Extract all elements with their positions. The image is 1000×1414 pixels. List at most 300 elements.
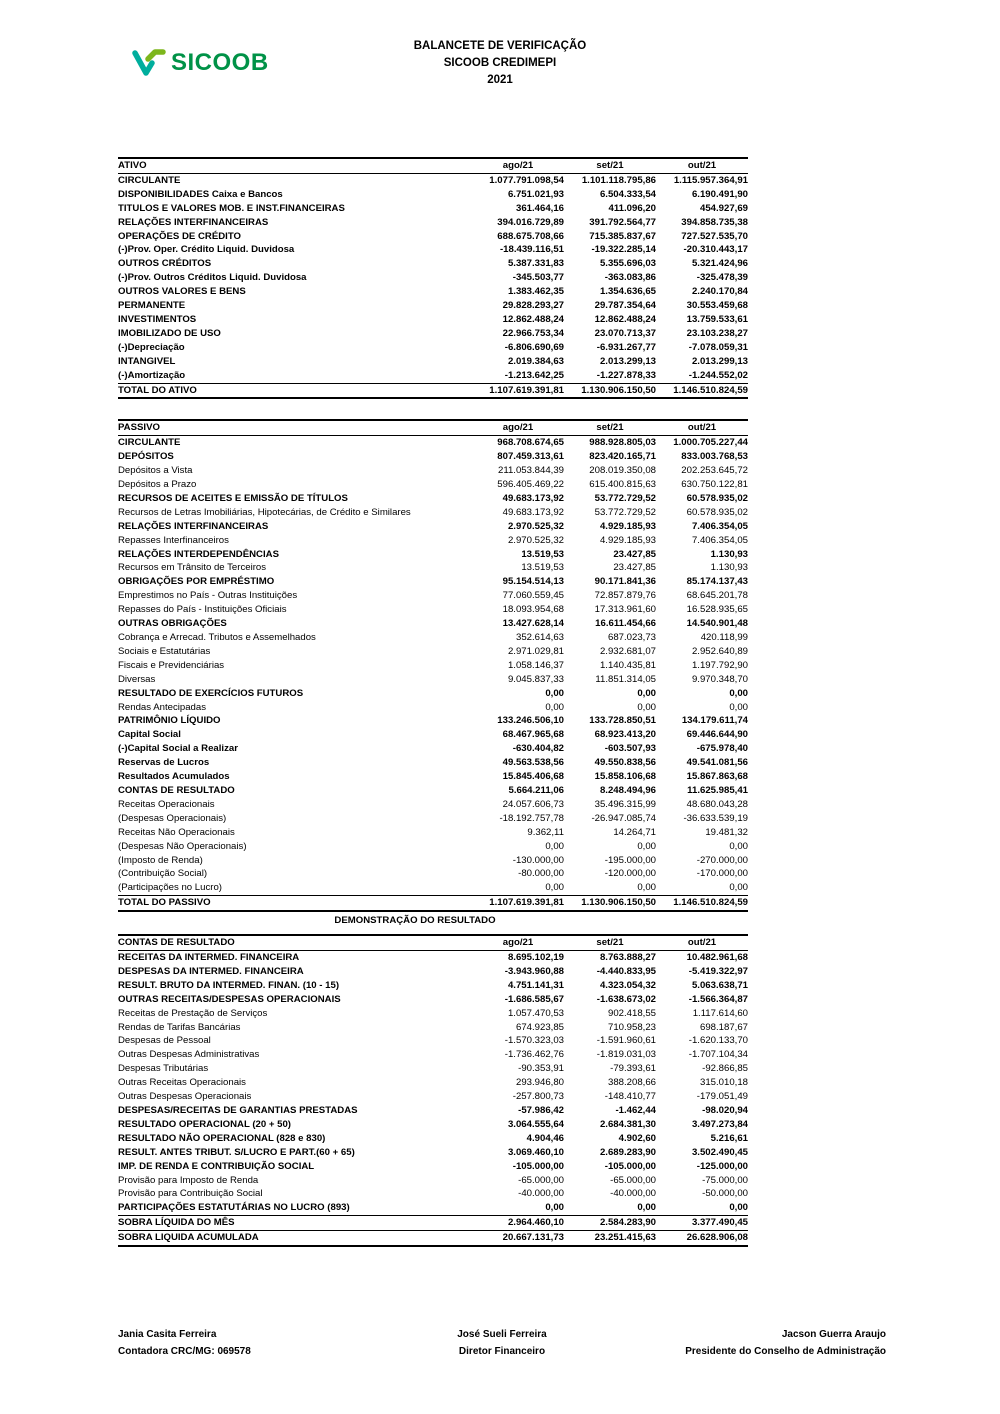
row-value: -20.310.443,17 bbox=[683, 244, 748, 256]
row-value: 0,00 bbox=[637, 882, 656, 894]
signature-board-president bbox=[630, 1326, 886, 1360]
table-header-row bbox=[118, 420, 748, 435]
table-row bbox=[118, 243, 748, 257]
row-value: -1.213.642,25 bbox=[504, 369, 564, 381]
row-value: 1.057.470,53 bbox=[507, 1007, 564, 1019]
row-value: 1.146.510.824,59 bbox=[656, 896, 748, 911]
row-value: 77.060.559,45 bbox=[502, 590, 564, 602]
column-header: out/21 bbox=[656, 158, 748, 173]
row-value: 1.058.146,37 bbox=[507, 659, 564, 671]
table-header-row bbox=[118, 158, 748, 173]
row-value: 0,00 bbox=[729, 882, 748, 894]
row-label: RECEITAS DA INTERMED. FINANCEIRA bbox=[118, 952, 300, 964]
report-content bbox=[118, 157, 748, 1247]
row-label: Repasses do País - Instituições Oficiais bbox=[118, 604, 287, 616]
row-value: 0,00 bbox=[637, 701, 656, 713]
column-header: set/21 bbox=[564, 158, 656, 173]
row-value: 630.750.122,81 bbox=[681, 479, 748, 491]
row-value: 1.146.510.824,59 bbox=[656, 383, 748, 398]
row-value: 95.154.514,13 bbox=[502, 576, 564, 588]
row-value: -1.638.673,02 bbox=[596, 993, 656, 1005]
row-value: 133.246.506,10 bbox=[497, 715, 564, 727]
row-value: 3.069.460,10 bbox=[507, 1146, 564, 1158]
row-value: 2.964.460,10 bbox=[472, 1216, 564, 1231]
table-row bbox=[118, 464, 748, 478]
row-value: 15.867.863,68 bbox=[686, 771, 748, 783]
row-value: 134.179.611,74 bbox=[681, 715, 748, 727]
row-value: 14.540.901,48 bbox=[686, 618, 748, 630]
row-value: -1.707.104,34 bbox=[688, 1049, 748, 1061]
table-row bbox=[118, 561, 748, 575]
signatory-name: José Sueli Ferreira bbox=[457, 1329, 547, 1340]
row-value: 14.264,71 bbox=[613, 826, 656, 838]
row-value: 0,00 bbox=[545, 687, 564, 699]
row-label: Depósitos a Prazo bbox=[118, 479, 197, 491]
table-row bbox=[118, 756, 748, 770]
table-row bbox=[118, 1132, 748, 1146]
row-label: PATRIMÔNIO LÍQUIDO bbox=[118, 715, 221, 727]
row-value: 674.923,85 bbox=[515, 1021, 564, 1033]
table-row bbox=[118, 230, 748, 244]
row-value: -1.819.031,03 bbox=[596, 1049, 656, 1061]
table-row bbox=[118, 617, 748, 631]
table-row bbox=[118, 1062, 748, 1076]
row-label: (Despesas Operacionais) bbox=[118, 812, 227, 824]
table-row bbox=[118, 1216, 748, 1231]
row-label: OBRIGAÇÕES POR EMPRÉSTIMO bbox=[118, 576, 275, 588]
row-label: Sociais e Estatutárias bbox=[118, 645, 211, 657]
row-label: SOBRA LÍQUIDA DO MÊS bbox=[118, 1216, 472, 1231]
row-value: 2.019.384,63 bbox=[507, 355, 564, 367]
row-value: -675.978,40 bbox=[696, 743, 748, 755]
row-value: 13.519,53 bbox=[521, 562, 564, 574]
row-value: 394.858.735,38 bbox=[681, 216, 748, 228]
table-row bbox=[118, 673, 748, 687]
column-header: ago/21 bbox=[472, 420, 564, 435]
row-value: 411.096,20 bbox=[608, 202, 656, 214]
row-value: 5.387.331,83 bbox=[507, 258, 564, 270]
table-row bbox=[118, 173, 748, 187]
table-row bbox=[118, 450, 748, 464]
row-value: 2.689.283,90 bbox=[599, 1146, 656, 1158]
row-value: 8.248.494,96 bbox=[599, 784, 656, 796]
table-row bbox=[118, 478, 748, 492]
row-label: OUTRAS RECEITAS/DESPESAS OPERACIONAIS bbox=[118, 993, 341, 1005]
row-label: Reservas de Lucros bbox=[118, 757, 210, 769]
column-header: set/21 bbox=[564, 420, 656, 435]
column-header: set/21 bbox=[564, 935, 656, 950]
row-value: 596.405.469,22 bbox=[497, 479, 564, 491]
row-value: 26.628.906,08 bbox=[656, 1231, 748, 1246]
row-label: Rendas de Tarifas Bancárias bbox=[118, 1021, 241, 1033]
row-value: 23.427,85 bbox=[613, 548, 656, 560]
row-label: RESULTADO OPERACIONAL (20 + 50) bbox=[118, 1118, 291, 1130]
row-label: Receitas Operacionais bbox=[118, 798, 215, 810]
row-label: DESPESAS/RECEITAS DE GARANTIAS PRESTADAS bbox=[118, 1105, 358, 1116]
row-label: OUTRAS OBRIGAÇÕES bbox=[118, 618, 227, 630]
row-label: IMP. DE RENDA E CONTRIBUIÇÃO SOCIAL bbox=[118, 1160, 315, 1172]
row-label: Provisão para Imposto de Renda bbox=[118, 1174, 259, 1186]
table-row bbox=[118, 216, 748, 230]
row-value: -75.000,00 bbox=[702, 1174, 748, 1186]
row-value: 615.400.815,63 bbox=[589, 479, 656, 491]
table-row bbox=[118, 1034, 748, 1048]
row-value: 1.101.118.795,86 bbox=[581, 174, 656, 186]
table-row bbox=[118, 369, 748, 383]
table-row bbox=[118, 812, 748, 826]
row-value: 5.321.424,96 bbox=[691, 258, 748, 270]
row-value: -630.404,82 bbox=[512, 743, 564, 755]
row-value: 0,00 bbox=[637, 1202, 656, 1214]
column-header: out/21 bbox=[656, 935, 748, 950]
dre-table bbox=[118, 934, 748, 1247]
row-value: 1.354.636,65 bbox=[599, 286, 656, 298]
row-value: 30.553.459,68 bbox=[686, 300, 748, 312]
row-value: 3.377.490,45 bbox=[656, 1216, 748, 1231]
row-value: 53.772.729,52 bbox=[594, 492, 656, 504]
row-value: 60.578.935,02 bbox=[686, 506, 748, 518]
row-value: -1.570.323,03 bbox=[504, 1035, 564, 1047]
row-value: 133.728.850,51 bbox=[589, 715, 656, 727]
document-subtitle: SICOOB CREDIMEPI bbox=[443, 57, 557, 69]
table-header-row bbox=[118, 935, 748, 950]
row-value: -50.000,00 bbox=[702, 1188, 748, 1200]
row-label: RELAÇÕES INTERFINANCEIRAS bbox=[118, 216, 269, 228]
row-value: 352.614,63 bbox=[515, 632, 564, 643]
row-value: -92.866,85 bbox=[702, 1063, 748, 1075]
table-row bbox=[118, 520, 748, 534]
row-value: -6.931.267,77 bbox=[596, 341, 656, 353]
row-value: 1.000.705.227,44 bbox=[673, 437, 748, 449]
row-label: Repasses Interfinanceiros bbox=[118, 534, 229, 546]
table-row bbox=[118, 299, 748, 313]
row-value: 13.519,53 bbox=[521, 548, 564, 560]
row-label: DISPONIBILIDADES Caixa e Bancos bbox=[118, 188, 283, 200]
row-label: OPERAÇÕES DE CRÉDITO bbox=[118, 230, 241, 242]
row-value: 2.584.283,90 bbox=[564, 1216, 656, 1231]
row-value: 5.216,61 bbox=[710, 1132, 748, 1144]
row-label: Despesas Tributárias bbox=[118, 1063, 209, 1075]
row-value: 29.828.293,27 bbox=[502, 300, 564, 312]
row-label: Recursos em Trânsito de Terceiros bbox=[118, 562, 267, 574]
table-row bbox=[118, 867, 748, 881]
row-value: 20.667.131,73 bbox=[472, 1231, 564, 1246]
row-label: OUTROS CRÉDITOS bbox=[118, 258, 212, 270]
row-value: 60.578.935,02 bbox=[686, 492, 748, 504]
row-label: RELAÇÕES INTERDEPENDÊNCIAS bbox=[118, 548, 279, 560]
row-value: 0,00 bbox=[729, 1202, 748, 1214]
row-label: (-)Prov. Outros Créditos Liquid. Duvidosa bbox=[118, 272, 307, 284]
row-value: 6.751.021,93 bbox=[507, 188, 564, 200]
table-row bbox=[118, 1076, 748, 1090]
row-value: 6.504.333,54 bbox=[599, 188, 656, 200]
row-value: 202.253.645,72 bbox=[681, 465, 748, 477]
row-label: DEPÓSITOS bbox=[118, 451, 174, 463]
row-value: -170.000,00 bbox=[696, 868, 748, 880]
row-value: 4.904,46 bbox=[526, 1132, 564, 1144]
table-row bbox=[118, 575, 748, 589]
row-value: 19.481,32 bbox=[705, 826, 748, 838]
row-label: (Imposto de Renda) bbox=[118, 854, 203, 866]
row-value: -1.620.133,70 bbox=[688, 1035, 748, 1047]
row-label: Outras Receitas Operacionais bbox=[118, 1077, 246, 1089]
table-row bbox=[118, 355, 748, 369]
table-row bbox=[118, 1021, 748, 1035]
row-value: 68.923.413,20 bbox=[594, 729, 656, 741]
row-value: 1.130,93 bbox=[710, 548, 748, 560]
table-row bbox=[118, 1174, 748, 1188]
row-value: -90.353,91 bbox=[518, 1063, 564, 1075]
row-label: CIRCULANTE bbox=[118, 174, 181, 186]
sicoob-logo-text: SICOOB bbox=[171, 49, 269, 76]
table-row bbox=[118, 896, 748, 911]
row-value: 391.792.564,77 bbox=[589, 216, 656, 228]
row-value: -345.503,77 bbox=[512, 272, 564, 284]
row-value: 1.197.792,90 bbox=[691, 659, 748, 671]
row-value: 22.966.753,34 bbox=[502, 327, 564, 339]
row-value: 9.970.348,70 bbox=[691, 673, 748, 685]
row-value: -80.000,00 bbox=[518, 868, 564, 880]
row-value: 2.013.299,13 bbox=[599, 355, 656, 367]
row-value: 24.057.606,73 bbox=[502, 798, 564, 810]
table-row bbox=[118, 1104, 748, 1118]
row-value: 1.117.614,60 bbox=[692, 1007, 748, 1019]
row-value: -125.000,00 bbox=[696, 1160, 748, 1172]
row-value: 208.019.350,08 bbox=[589, 465, 656, 477]
row-value: 4.929.185,93 bbox=[599, 520, 656, 532]
row-value: 968.708.674,65 bbox=[497, 437, 564, 449]
row-value: 293.946,80 bbox=[515, 1077, 564, 1089]
row-value: 23.251.415,63 bbox=[564, 1231, 656, 1246]
row-value: 698.187,67 bbox=[699, 1021, 748, 1033]
row-value: 12.862.488,24 bbox=[594, 313, 656, 325]
table-row bbox=[118, 492, 748, 506]
row-label: TOTAL DO PASSIVO bbox=[118, 896, 472, 911]
row-label: PARTICIPAÇÕES ESTATUTÁRIAS NO LUCRO (893) bbox=[118, 1202, 350, 1214]
table-row bbox=[118, 659, 748, 673]
row-value: -6.806.690,69 bbox=[504, 341, 564, 353]
row-value: -7.078.059,31 bbox=[688, 341, 748, 353]
row-value: 49.683.173,92 bbox=[502, 492, 564, 504]
row-value: 1.140.435,81 bbox=[599, 659, 656, 671]
row-label: (Participações no Lucro) bbox=[118, 882, 222, 894]
row-value: 688.675.708,66 bbox=[497, 230, 564, 242]
row-value: 2.932.681,07 bbox=[599, 645, 656, 657]
table-row bbox=[118, 603, 748, 617]
row-label: SOBRA LIQUIDA ACUMULADA bbox=[118, 1231, 472, 1246]
row-value: 1.383.462,35 bbox=[507, 286, 564, 298]
table-row bbox=[118, 840, 748, 854]
row-value: -1.566.364,87 bbox=[688, 993, 748, 1005]
row-value: -1.227.878,33 bbox=[596, 369, 656, 381]
row-value: 12.862.488,24 bbox=[502, 313, 564, 325]
row-value: 11.625.985,41 bbox=[687, 784, 748, 796]
row-value: 1.107.619.391,81 bbox=[472, 383, 564, 398]
row-value: -4.440.833,95 bbox=[596, 965, 656, 977]
row-value: 0,00 bbox=[637, 840, 656, 852]
table-row bbox=[118, 714, 748, 728]
row-value: -325.478,39 bbox=[696, 272, 748, 284]
row-value: -40.000,00 bbox=[610, 1188, 656, 1200]
row-value: 454.927,69 bbox=[699, 202, 748, 214]
table-row bbox=[118, 548, 748, 562]
row-label: RESULT. ANTES TRIBUT. S/LUCRO E PART.(60 + 65) bbox=[118, 1146, 355, 1158]
row-value: 2.970.525,32 bbox=[507, 534, 564, 546]
signatures-footer bbox=[118, 1326, 886, 1360]
table-row bbox=[118, 1146, 748, 1160]
row-value: 49.541.081,56 bbox=[686, 757, 748, 769]
row-value: 687.023,73 bbox=[607, 632, 656, 643]
row-value: 315.010,18 bbox=[699, 1077, 748, 1089]
row-value: 5.664.211,06 bbox=[508, 784, 564, 796]
row-value: 1.130,93 bbox=[710, 562, 748, 574]
row-value: 5.063.638,71 bbox=[691, 979, 748, 991]
table-row bbox=[118, 854, 748, 868]
table-row bbox=[118, 701, 748, 715]
row-value: 420.118,99 bbox=[700, 632, 748, 643]
row-value: 5.355.696,03 bbox=[599, 258, 656, 270]
row-value: -179.051,49 bbox=[696, 1091, 748, 1103]
row-value: 15.858.106,68 bbox=[594, 771, 656, 783]
row-label: Recursos de Letras Imobiliárias, Hipotecárias, de Crédito e Similares bbox=[118, 506, 411, 518]
row-value: 29.787.354,64 bbox=[594, 300, 656, 312]
row-value: -79.393,61 bbox=[610, 1063, 656, 1075]
row-value: -257.800,73 bbox=[512, 1091, 564, 1103]
table-row bbox=[118, 645, 748, 659]
row-label: IMOBILIZADO DE USO bbox=[118, 327, 221, 339]
row-value: 0,00 bbox=[729, 840, 748, 852]
row-label: INVESTIMENTOS bbox=[118, 313, 197, 325]
row-value: 7.406.354,05 bbox=[691, 520, 748, 532]
table-row bbox=[118, 798, 748, 812]
row-value: 4.929.185,93 bbox=[599, 534, 656, 546]
row-value: 727.527.535,70 bbox=[681, 230, 748, 242]
table-row bbox=[118, 327, 748, 341]
table-row bbox=[118, 1048, 748, 1062]
row-label: INTANGIVEL bbox=[118, 355, 176, 367]
row-label: Receitas de Prestação de Serviços bbox=[118, 1007, 268, 1019]
signatory-name: Jania Casita Ferreira bbox=[118, 1329, 217, 1340]
row-label: CIRCULANTE bbox=[118, 437, 181, 449]
row-value: 0,00 bbox=[637, 687, 656, 699]
row-value: 2.952.640,89 bbox=[691, 645, 748, 657]
table-row bbox=[118, 770, 748, 784]
row-value: 0,00 bbox=[729, 687, 748, 699]
table-row bbox=[118, 383, 748, 398]
row-value: 388.208,66 bbox=[607, 1077, 656, 1089]
row-value: 53.772.729,52 bbox=[594, 506, 656, 518]
row-value: -603.507,93 bbox=[604, 743, 656, 755]
row-label: Despesas de Pessoal bbox=[118, 1035, 211, 1047]
table-row bbox=[118, 728, 748, 742]
row-label: Diversas bbox=[118, 673, 156, 685]
column-header: out/21 bbox=[656, 420, 748, 435]
row-value: 15.845.406,68 bbox=[502, 771, 564, 783]
row-value: 3.502.490,45 bbox=[691, 1146, 748, 1158]
row-value: 807.459.313,61 bbox=[497, 451, 564, 463]
row-value: -195.000,00 bbox=[604, 854, 656, 866]
row-value: -18.439.116,51 bbox=[499, 244, 564, 256]
row-value: 69.446.644,90 bbox=[686, 729, 748, 741]
row-label: Resultados Acumulados bbox=[118, 771, 230, 783]
row-value: 0,00 bbox=[545, 840, 564, 852]
row-value: 1.130.906.150,50 bbox=[564, 383, 656, 398]
row-label: RESULTADO NÃO OPERACIONAL (828 e 830) bbox=[118, 1132, 326, 1144]
table-row bbox=[118, 1090, 748, 1104]
signature-accountant bbox=[118, 1326, 374, 1360]
row-label: Receitas Não Operacionais bbox=[118, 826, 235, 838]
row-value: 211.053.844,39 bbox=[498, 465, 564, 477]
row-value: 68.467.965,68 bbox=[502, 729, 564, 741]
row-value: -3.943.960,88 bbox=[504, 965, 564, 977]
row-value: 72.857.879,76 bbox=[594, 590, 656, 602]
document-title: BALANCETE DE VERIFICAÇÃO bbox=[413, 40, 587, 52]
row-label: Depósitos a Vista bbox=[118, 465, 193, 477]
table-row bbox=[118, 506, 748, 520]
table-row bbox=[118, 1187, 748, 1201]
row-value: -19.322.285,14 bbox=[591, 244, 656, 256]
row-label: (Contribuição Social) bbox=[118, 868, 208, 880]
row-value: 3.497.273,84 bbox=[691, 1118, 748, 1130]
row-value: 11.851.314,05 bbox=[595, 673, 656, 685]
table-row bbox=[118, 313, 748, 327]
row-label: Cobrança e Arrecad. Tributos e Assemelhados bbox=[118, 632, 316, 643]
row-label: (Despesas Não Operacionais) bbox=[118, 840, 247, 852]
table-row bbox=[118, 965, 748, 979]
row-value: 17.313.961,60 bbox=[594, 604, 656, 616]
row-value: -65.000,00 bbox=[518, 1174, 564, 1186]
row-value: 1.107.619.391,81 bbox=[472, 896, 564, 911]
row-value: 8.763.888,27 bbox=[599, 952, 656, 964]
table-row bbox=[118, 951, 748, 965]
table-title: PASSIVO bbox=[118, 420, 472, 435]
row-label: (-)Prov. Oper. Crédito Liquid. Duvidosa bbox=[118, 244, 295, 256]
column-header: ago/21 bbox=[472, 935, 564, 950]
row-value: -105.000,00 bbox=[604, 1160, 656, 1172]
signatory-role: Diretor Financeiro bbox=[458, 1346, 546, 1357]
row-value: 4.751.141,31 bbox=[507, 979, 564, 991]
row-value: 1.130.906.150,50 bbox=[564, 896, 656, 911]
table-row bbox=[118, 202, 748, 216]
table-row bbox=[118, 826, 748, 840]
row-value: -105.000,00 bbox=[512, 1160, 564, 1172]
signatory-role: Presidente do Conselho de Administração bbox=[685, 1346, 886, 1357]
row-value: -98.020,94 bbox=[702, 1105, 748, 1116]
row-label: RESULT. BRUTO DA INTERMED. FINAN. (10 - 15) bbox=[118, 979, 340, 991]
table-row bbox=[118, 341, 748, 355]
table-row bbox=[118, 436, 748, 450]
ativo-table bbox=[118, 157, 748, 399]
row-label: Provisão para Contribuição Social bbox=[118, 1188, 263, 1200]
row-value: 2.970.525,32 bbox=[507, 520, 564, 532]
row-value: 90.171.841,36 bbox=[594, 576, 656, 588]
row-value: -363.083,86 bbox=[604, 272, 656, 284]
row-value: 16.611.454,66 bbox=[595, 618, 656, 630]
row-value: -1.244.552,02 bbox=[688, 369, 748, 381]
row-value: -40.000,00 bbox=[518, 1188, 564, 1200]
row-value: -57.986,42 bbox=[518, 1105, 564, 1116]
section-label-demonstracao: DEMONSTRAÇÃO DO RESULTADO bbox=[334, 915, 496, 927]
signatory-role: Contadora CRC/MG: 069578 bbox=[118, 1346, 251, 1357]
row-value: 9.362,11 bbox=[527, 826, 564, 838]
table-title: ATIVO bbox=[118, 158, 472, 173]
row-label: DESPESAS DA INTERMED. FINANCEIRA bbox=[118, 965, 304, 977]
row-value: 18.093.954,68 bbox=[502, 604, 564, 616]
row-value: -1.591.960,61 bbox=[596, 1035, 656, 1047]
table-row bbox=[118, 1118, 748, 1132]
row-value: -120.000,00 bbox=[604, 868, 656, 880]
row-value: 23.427,85 bbox=[613, 562, 656, 574]
